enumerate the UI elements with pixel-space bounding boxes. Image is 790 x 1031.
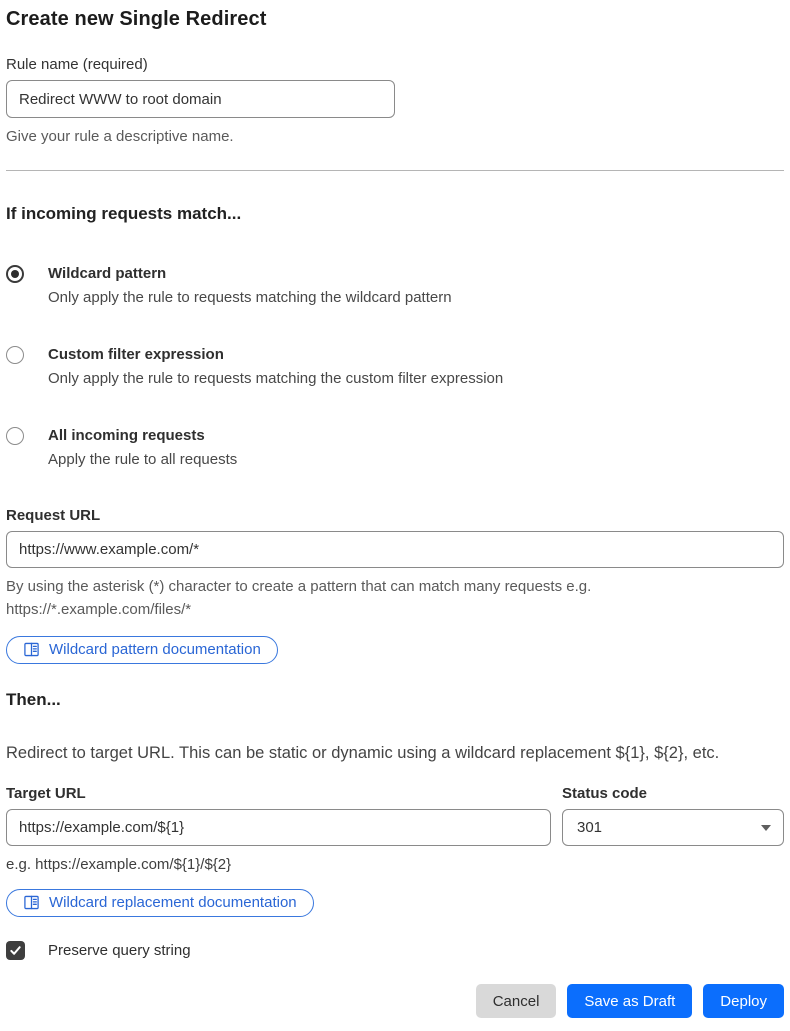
deploy-button[interactable]: Deploy <box>703 984 784 1018</box>
book-icon <box>23 894 40 911</box>
save-as-draft-button[interactable]: Save as Draft <box>567 984 692 1018</box>
radio-unselected-icon[interactable] <box>6 427 24 445</box>
radio-option-custom-filter[interactable] <box>6 345 784 389</box>
cancel-button[interactable]: Cancel <box>476 984 557 1018</box>
target-url-label: Target URL <box>6 785 86 802</box>
preserve-query-string-label: Preserve query string <box>48 942 191 959</box>
rule-name-label: Rule name (required) <box>6 56 148 73</box>
footer-actions <box>6 984 784 1018</box>
radio-option-label: All incoming requests <box>48 427 205 444</box>
radio-selected-icon[interactable] <box>6 265 24 283</box>
wildcard-replacement-docs-button[interactable] <box>6 889 314 917</box>
radio-option-label: Custom filter expression <box>48 346 224 363</box>
page-title: Create new Single Redirect <box>6 8 267 30</box>
then-description: Redirect to target URL. This can be static or dynamic using a wildcard replacement ${1}, ${2}, etc. <box>6 744 720 762</box>
status-code-label: Status code <box>562 785 648 802</box>
request-url-input[interactable] <box>6 531 784 568</box>
radio-option-description: Only apply the rule to requests matching the wildcard pattern <box>48 289 452 306</box>
rule-name-helper: Give your rule a descriptive name. <box>6 128 234 145</box>
preserve-query-string-row[interactable] <box>6 941 784 960</box>
status-code-value: 301 <box>577 819 603 836</box>
then-section-heading: Then... <box>6 690 61 709</box>
request-url-helper: By using the asterisk (*) character to create a pattern that can match many requests e.g. https://*.example.com/files/* <box>6 578 592 618</box>
book-icon <box>23 641 40 658</box>
status-code-select[interactable] <box>562 809 784 846</box>
radio-option-wildcard-pattern[interactable] <box>6 264 784 308</box>
wildcard-pattern-docs-button[interactable] <box>6 636 278 664</box>
target-url-input[interactable] <box>6 809 551 846</box>
match-section-heading: If incoming requests match... <box>6 204 242 223</box>
radio-unselected-icon[interactable] <box>6 346 24 364</box>
radio-option-description: Apply the rule to all requests <box>48 451 238 468</box>
radio-option-label: Wildcard pattern <box>48 265 167 282</box>
target-url-helper: e.g. https://example.com/${1}/${2} <box>6 856 232 873</box>
radio-option-description: Only apply the rule to requests matching the custom filter expression <box>48 370 504 387</box>
docs-button-label: Wildcard replacement documentation <box>49 894 297 911</box>
checkbox-checked-icon[interactable] <box>6 941 25 960</box>
radio-option-all-requests[interactable] <box>6 426 784 470</box>
match-type-radio-group <box>6 264 784 470</box>
target-row <box>6 764 784 846</box>
request-url-label: Request URL <box>6 507 101 524</box>
section-divider <box>6 170 784 171</box>
docs-button-label: Wildcard pattern documentation <box>49 641 261 658</box>
chevron-down-icon <box>761 825 771 831</box>
rule-name-input[interactable] <box>6 80 395 118</box>
